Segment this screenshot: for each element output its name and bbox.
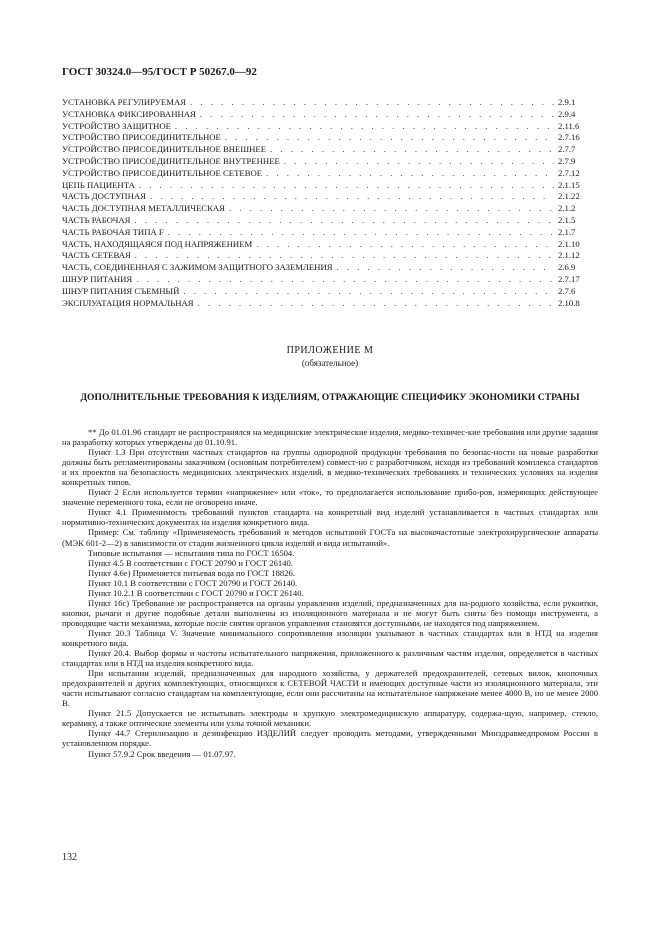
leader-dots	[135, 250, 554, 262]
index-ref: 2.1.2	[558, 203, 576, 214]
index-row	[62, 203, 598, 215]
index-ref: 2.10.8	[558, 297, 580, 308]
paragraph: Типовые испытания — испытания типа по ГОСТ 16504.	[88, 547, 295, 558]
index-row	[62, 286, 598, 298]
index-ref: 2.7.7	[558, 144, 576, 155]
index-ref: 2.9.4	[558, 108, 576, 119]
paragraph: Пункт 10.1 В соответствии с ГОСТ 20790 и ГОСТ 26140.	[88, 577, 298, 588]
index-row	[62, 168, 598, 180]
paragraph: Пункт 21.5 Допускается не испытывать электроды и хрупкую электромедицинскую аппаратуру, содержа-щую, например, стекло, керамику, а также оптические элементы или узлы точной механики.	[62, 708, 598, 729]
index-term: ЦЕПЬ ПАЦИЕНТА	[62, 179, 135, 190]
index-ref: 2.7.9	[558, 155, 576, 166]
leader-dots	[183, 286, 554, 298]
index-ref: 2.1.7	[558, 226, 576, 237]
appendix-title: ПРИЛОЖЕНИЕ М	[286, 345, 374, 356]
leader-dots	[225, 132, 554, 144]
index-ref: 2.7.12	[558, 167, 580, 178]
index-row	[62, 239, 598, 251]
index-row	[62, 132, 598, 144]
index-ref: 2.1.12	[558, 250, 580, 261]
index-ref: 2.9.1	[558, 97, 576, 107]
leader-dots	[256, 239, 554, 251]
appendix-heading	[62, 345, 598, 369]
index-row	[62, 97, 598, 109]
paragraph: Пункт 16с) Требование не распространяется на органы управления изделий, предназначенных для на-родного хозяйства, если рукоятки, кнопки, рычаги и другие подобные детали выполнены из изоляционного материала и не могут быть сняты без помощи инструмента, а проводящие части механизма, которые после снятия органов управления становятся доступными, не находятся под напряжением.	[62, 597, 598, 628]
leader-dots	[136, 274, 554, 286]
paragraph: Пункт 4.5 В соответствии с ГОСТ 20790 и ГОСТ 26140.	[88, 557, 293, 568]
index-term: УСТРОЙСТВО ПРИСОЕДИНИТЕЛЬНОЕ ВНУТРЕННЕЕ	[62, 155, 280, 166]
index-term: ШНУР ПИТАНИЯ СЪЕМНЫЙ	[62, 285, 180, 296]
leader-dots	[190, 97, 554, 109]
index-row	[62, 156, 598, 168]
index-ref: 2.6.9	[558, 262, 576, 273]
leader-dots	[270, 144, 554, 156]
paragraph: Пример: См. таблицу «Применяемость требований и методов испытаний ГОСТа на высокочастотные электрохирургические аппараты (МЭК 601-2—2) в зависимости от стадии жизненного цикла изделий и вида испытаний».	[62, 527, 598, 548]
index-term: ЧАСТЬ ДОСТУПНАЯ	[62, 191, 146, 202]
index-row	[62, 250, 598, 262]
index-row	[62, 298, 598, 310]
leader-dots	[229, 203, 554, 215]
index-ref: 2.1.15	[558, 179, 580, 190]
index-term: УСТРОЙСТВО ПРИСОЕДИНИТЕЛЬНОЕ	[62, 132, 221, 143]
index-ref: 2.7.6	[558, 285, 576, 296]
leader-dots	[198, 298, 554, 310]
index-term: ЧАСТЬ РАБОЧАЯ ТИПА F	[62, 226, 164, 237]
paragraph: ** До 01.01.96 стандарт не распространялся на медицинские электрические изделия, медико-техничес-кие требования или другие задания на разработку которых утверждены до 01.10.91.	[62, 427, 598, 448]
leader-dots	[284, 156, 554, 168]
index-term: УСТАНОВКА ФИКСИРОВАННАЯ	[62, 108, 196, 119]
leader-dots	[150, 191, 554, 203]
index-ref: 2.11.6	[558, 120, 580, 131]
index-row	[62, 262, 598, 274]
leader-dots	[139, 180, 554, 192]
index-term: ЧАСТЬ ДОСТУПНАЯ МЕТАЛЛИЧЕСКАЯ	[62, 203, 225, 214]
leader-dots	[168, 227, 554, 239]
index-term: ЧАСТЬ СЕТЕВАЯ	[62, 250, 131, 261]
index-term: ЧАСТЬ РАБОЧАЯ	[62, 214, 131, 225]
leader-dots	[200, 109, 554, 121]
index-term: УСТАНОВКА РЕГУЛИРУЕМАЯ	[62, 97, 187, 107]
index-row	[62, 274, 598, 286]
document-header: ГОСТ 30324.0—95/ГОСТ Р 50267.0—92	[62, 66, 257, 78]
paragraph: Пункт 20.3 Таблица V. Значение минимального сопротивления изоляции указывают в частных стандартах или в НТД на изделия конкретного вида.	[62, 627, 598, 648]
index-row	[62, 215, 598, 227]
index-row	[62, 144, 598, 156]
index-term: УСТРОЙСТВО ПРИСОЕДИНИТЕЛЬНОЕ ВНЕШНЕЕ	[62, 144, 267, 155]
index-term: ЧАСТЬ, НАХОДЯЩАЯСЯ ПОД НАПРЯЖЕНИЕМ	[62, 238, 253, 249]
appendix-note: (обязательное)	[301, 358, 359, 368]
index-row	[62, 227, 598, 239]
paragraph: Пункт 1.3 При отсутствии частных стандартов на группы однородной продукции требования по безопас-ности на новые разработки должны быть регламентированы заказчиком (основным потребителем) совмест-но с разработчиком, исходя из требований комплекса стандартов и их проектов на безопасность медицинских электрических изделий, в медико-технических требованиях и технических условиях на изделия конкретных типов.	[62, 447, 598, 488]
term-index	[62, 97, 598, 309]
index-row	[62, 191, 598, 203]
index-row	[62, 109, 598, 121]
index-term: ЭКСПЛУАТАЦИЯ НОРМАЛЬНАЯ	[62, 297, 194, 308]
index-ref: 2.7.17	[558, 273, 580, 284]
index-term: ЧАСТЬ, СОЕДИНЕННАЯ С ЗАЖИМОМ ЗАЩИТНОГО ЗАЗЕМЛЕНИЯ	[62, 262, 333, 273]
index-row	[62, 121, 598, 133]
index-row	[62, 180, 598, 192]
body-text	[62, 427, 598, 759]
page-number: 132	[62, 852, 77, 863]
paragraph: Пункт 20.4. Выбор формы и частоты испытательного напряжения, приложенного к различным частям изделия, определяется в частных стандартах или в НТД на изделия конкретного вида.	[62, 648, 598, 669]
paragraph: Пункт 44.7 Стерилизацию и дезинфекцию ИЗДЕЛИЙ следует проводить методами, утвержденными Минздравмедпромом России в установленном порядке.	[62, 728, 598, 749]
leader-dots	[134, 215, 554, 227]
leader-dots	[266, 168, 554, 180]
paragraph: Пункт 57.9.2 Срок введения — 01.07.97.	[88, 748, 236, 759]
index-term: УСТРОЙСТВО ПРИСОЕДИНИТЕЛЬНОЕ СЕТЕВОЕ	[62, 167, 263, 178]
index-ref: 2.1.22	[558, 191, 580, 202]
section-title: ДОПОЛНИТЕЛЬНЫЕ ТРЕБОВАНИЯ К ИЗДЕЛИЯМ, ОТРАЖАЮЩИЕ СПЕЦИФИКУ ЭКОНОМИКИ СТРАНЫ	[80, 392, 580, 403]
index-term: УСТРОЙСТВО ЗАЩИТНОЕ	[62, 120, 171, 131]
index-term: ШНУР ПИТАНИЯ	[62, 273, 133, 284]
index-ref: 2.1.5	[558, 214, 576, 225]
index-ref: 2.7.16	[558, 132, 580, 143]
paragraph: Пункт 2 Если используется термин «напряжение» или «ток», то предполагается использование прибо-ров, измеряющих действующее значение переменного тока, если не оговорено иначе.	[62, 487, 598, 508]
leader-dots	[337, 262, 554, 274]
paragraph: При испытании изделий, предназначенных для народного хозяйства, у держателей предохранителей, сетевых вилок, кнопочных предохранителей и других комплектующих, относящихся к СЕТЕВОЙ ЧАСТИ и имеющих доступные части из изоляционного материала, эти части испытывают согласно стандартам на комплектующие, если они рассчитаны на испытательное напряжение менее 4000 В, но не менее 2000 В.	[62, 668, 598, 709]
paragraph: Пункт 4.6е) Применяется питьевая вода по ГОСТ 18826.	[88, 567, 295, 578]
paragraph: Пункт 10.2.1 В соответствии с ГОСТ 20790 и ГОСТ 26140.	[88, 587, 304, 598]
leader-dots	[175, 121, 554, 133]
paragraph: Пункт 4.1 Применимость требований пунктов стандарта на конкретный вид изделий устанавливается в частных стандартах или нормативно-технических документах на изделия конкретного вида.	[62, 507, 598, 528]
index-ref: 2.1.10	[558, 238, 580, 249]
